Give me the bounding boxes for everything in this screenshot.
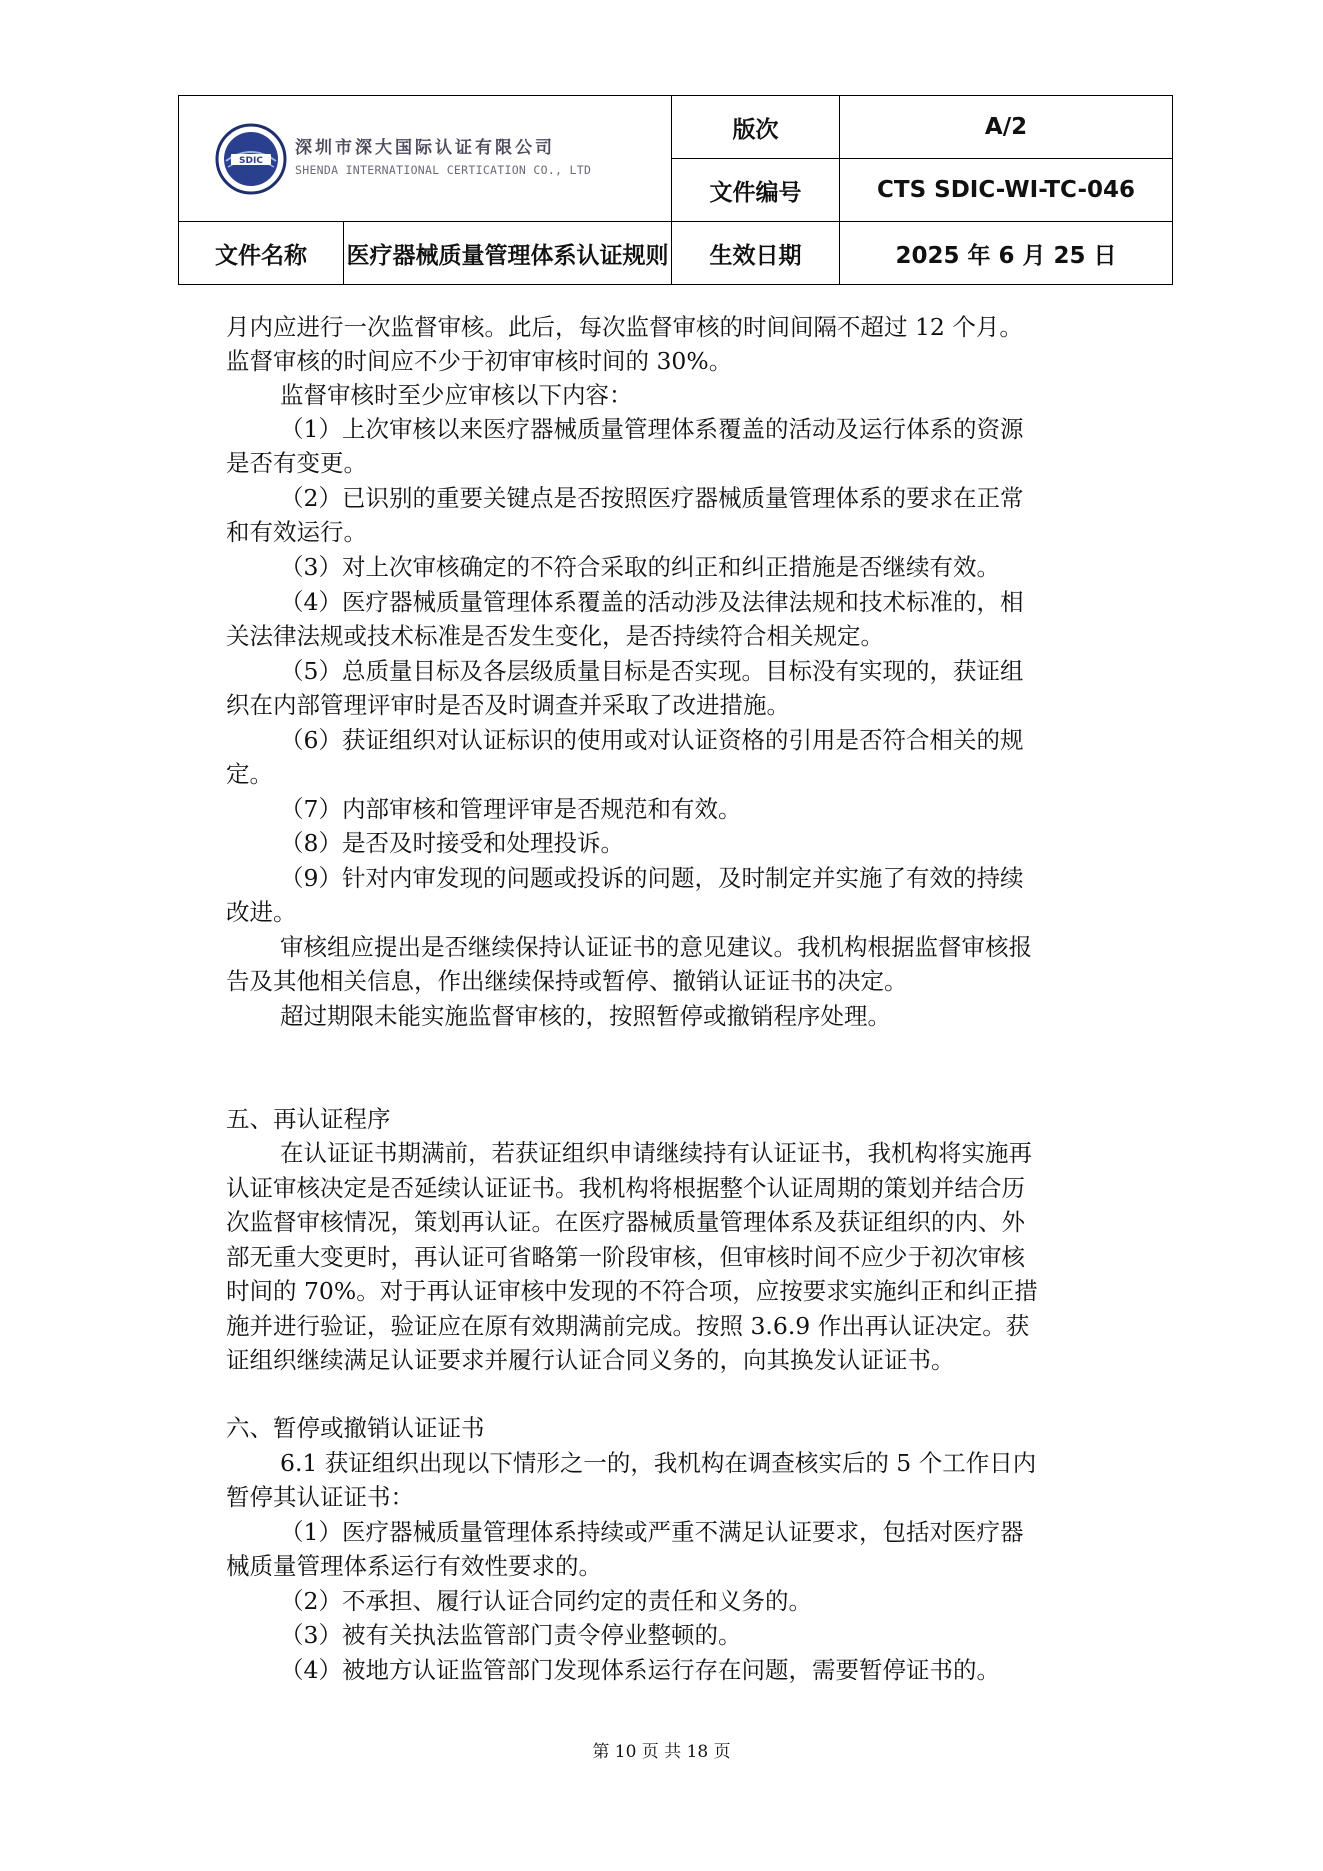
page-footer: 第 10 页 共 18 页 bbox=[592, 1742, 731, 1762]
body-line: 次监督审核情况，策划再认证。在医疗器械质量管理体系及获证组织的内、外 bbox=[226, 1208, 1025, 1236]
body-line: 关法律法规或技术标准是否发生变化，是否持续符合相关规定。 bbox=[226, 622, 884, 650]
body-line: 审核组应提出是否继续保持认证证书的意见建议。我机构根据监督审核报 bbox=[280, 933, 1032, 961]
list-item: （1）医疗器械质量管理体系持续或严重不满足认证要求，包括对医疗器 bbox=[280, 1518, 1024, 1546]
body-line: 改进。 bbox=[226, 898, 297, 926]
version-label: 版次 bbox=[672, 96, 840, 159]
body-line: 织在内部管理评审时是否及时调查并采取了改进措施。 bbox=[226, 691, 790, 719]
list-item: （4）医疗器械质量管理体系覆盖的活动涉及法律法规和技术标准的，相 bbox=[280, 588, 1024, 616]
body-line: 定。 bbox=[226, 760, 273, 788]
body-line: 超过期限未能实施监督审核的，按照暂停或撤销程序处理。 bbox=[280, 1002, 891, 1030]
list-item: （1）上次审核以来医疗器械质量管理体系覆盖的活动及运行体系的资源 bbox=[280, 415, 1024, 443]
body-line: 监督审核的时间应不少于初审审核时间的 30%。 bbox=[226, 347, 733, 375]
section-heading: 五、再认证程序 bbox=[226, 1105, 391, 1133]
doc-name-value: 医疗器械质量管理体系认证规则 bbox=[344, 222, 672, 285]
body-line: 施并进行验证，验证应在原有效期满前完成。按照 3.6.9 作出再认证决定。获 bbox=[226, 1312, 1030, 1340]
company-name-en: SHENDA INTERNATIONAL CERTICATION CO., LTD bbox=[295, 163, 592, 178]
section-heading: 六、暂停或撤销认证证书 bbox=[226, 1414, 485, 1442]
doc-number-label: 文件编号 bbox=[672, 159, 840, 222]
body-line: 是否有变更。 bbox=[226, 449, 367, 477]
document-header-table bbox=[178, 95, 1173, 285]
list-item: （2）已识别的重要关键点是否按照医疗器械质量管理体系的要求在正常 bbox=[280, 484, 1024, 512]
effective-date-value: 2025 年 6 月 25 日 bbox=[840, 222, 1173, 285]
list-item: （5）总质量目标及各层级质量目标是否实现。目标没有实现的，获证组 bbox=[280, 657, 1024, 685]
body-line: 证组织继续满足认证要求并履行认证合同义务的，向其换发认证证书。 bbox=[226, 1346, 955, 1374]
list-item: （3）对上次审核确定的不符合采取的纠正和纠正措施是否继续有效。 bbox=[280, 553, 1000, 581]
body-line: 暂停其认证证书： bbox=[226, 1483, 414, 1511]
body-line: 在认证证书期满前，若获证组织申请继续持有认证证书，我机构将实施再 bbox=[280, 1139, 1032, 1167]
body-line: 时间的 70%。对于再认证审核中发现的不符合项，应按要求实施纠正和纠正措 bbox=[226, 1277, 1038, 1305]
body-line: 部无重大变更时，再认证可省略第一阶段审核，但审核时间不应少于初次审核 bbox=[226, 1243, 1025, 1271]
list-item: （8）是否及时接受和处理投诉。 bbox=[280, 829, 624, 857]
body-line: 6.1 获证组织出现以下情形之一的，我机构在调查核实后的 5 个工作日内 bbox=[280, 1449, 1037, 1477]
list-item: （3）被有关执法监管部门责令停业整顿的。 bbox=[280, 1621, 742, 1649]
version-value: A/2 bbox=[840, 96, 1173, 159]
effective-date-label: 生效日期 bbox=[672, 222, 840, 285]
list-item: （7）内部审核和管理评审是否规范和有效。 bbox=[280, 795, 742, 823]
body-line: 月内应进行一次监督审核。此后，每次监督审核的时间间隔不超过 12 个月。 bbox=[226, 313, 1023, 341]
body-line: 告及其他相关信息，作出继续保持或暂停、撤销认证证书的决定。 bbox=[226, 967, 908, 995]
body-line: 认证审核决定是否延续认证证书。我机构将根据整个认证周期的策划并结合历 bbox=[226, 1174, 1025, 1202]
list-item: （4）被地方认证监管部门发现体系运行存在问题，需要暂停证书的。 bbox=[280, 1656, 1000, 1684]
company-logo-cell bbox=[179, 96, 672, 222]
body-line: 和有效运行。 bbox=[226, 518, 367, 546]
body-line: 监督审核时至少应审核以下内容： bbox=[280, 381, 633, 409]
sdic-logo-icon bbox=[215, 123, 287, 195]
svg-text:SDIC: SDIC bbox=[239, 155, 263, 166]
doc-name-label: 文件名称 bbox=[179, 222, 344, 285]
doc-number-value: CTS SDIC-WI-TC-046 bbox=[840, 159, 1173, 222]
body-line: 械质量管理体系运行有效性要求的。 bbox=[226, 1552, 602, 1580]
list-item: （6）获证组织对认证标识的使用或对认证资格的引用是否符合相关的规 bbox=[280, 726, 1024, 754]
company-name-cn: 深圳市深大国际认证有限公司 bbox=[295, 138, 555, 159]
list-item: （2）不承担、履行认证合同约定的责任和义务的。 bbox=[280, 1587, 812, 1615]
list-item: （9）针对内审发现的问题或投诉的问题，及时制定并实施了有效的持续 bbox=[280, 864, 1024, 892]
